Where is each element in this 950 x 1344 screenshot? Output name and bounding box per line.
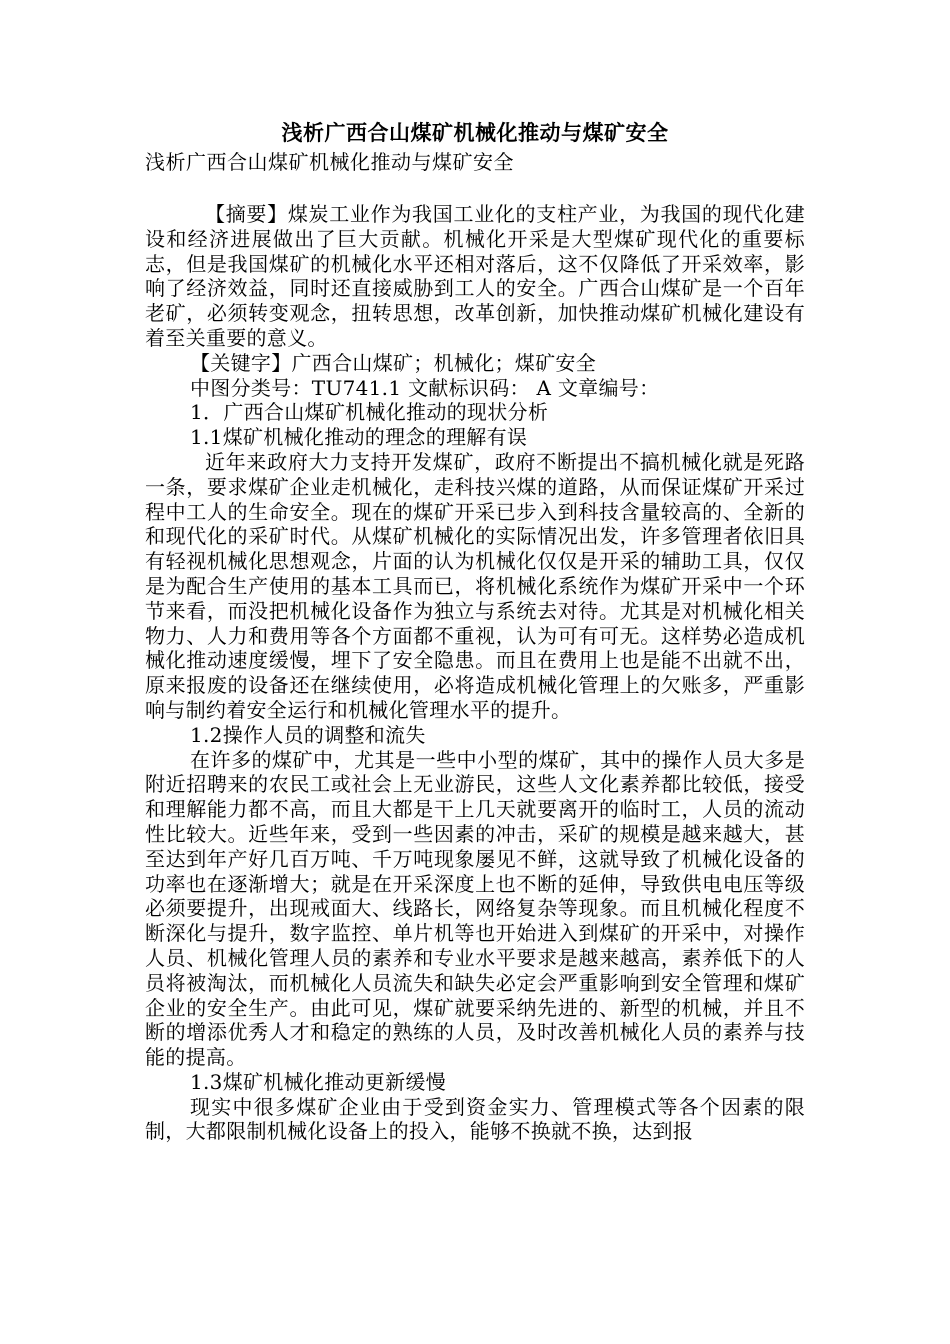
- section-1-2-body: 在许多的煤矿中，尤其是一些中小型的煤矿，其中的操作人员大多是附近招聘来的农民工或社会上无业游民，这些人文化素养都比较低，接受和理解能力都不高，而且大都是干上几天就要离开的临时工，人员的流动性比较大。近些年来，受到一些因素的冲击，采矿的规模是越来越大，甚至达到年产好几百万吨、千万吨现象屡见不鲜，这就导致了机械化设备的功率也在逐渐增大；就是在开采深度上也不断的延伸，导致供电电压等级必须要提升，出现戒面大、线路长，网络复杂等现象。而且机械化程度不断深化与提升，数字监控、单片机等也开始进入到煤矿的开采中，对操作人员、机械化管理人员的素养和专业水平要求是越来越高，素养低下的人员将被淘汰，而机械化人员流失和缺失必定会严重影响到安全管理和煤矿企业的安全生产。由此可见，煤矿就要采纳先进的、新型的机械，并且不断的增添优秀人才和稳定的熟练的人员，及时改善机械化人员的素养与技能的提高。: [145, 747, 805, 1070]
- keywords-line: 【关键字】广西合山煤矿；机械化；煤矿安全: [190, 350, 596, 375]
- classification-line: 中图分类号：TU741.1 文献标识码： A 文章编号：: [190, 375, 660, 400]
- document-page: [145, 118, 805, 1144]
- abstract-paragraph: 【摘要】煤炭工业作为我国工业化的支柱产业，为我国的现代化建设和经济进展做出了巨大贡献。机械化开采是大型煤矿现代化的重要标志，但是我国煤矿的机械化水平还相对落后，这不仅降低了开采效率，影响了经济效益，同时还直接威胁到工人的安全。广西合山煤矿是一个百年老矿，必须转变观念，扭转思想，改革创新，加快推动煤矿机械化建设有着至关重要的意义。: [145, 202, 805, 350]
- section-1-1-heading: 1.1煤矿机械化推动的理念的理解有误: [190, 425, 528, 450]
- section-1-heading: 1．广西合山煤矿机械化推动的现状分析: [190, 400, 549, 425]
- document-title: 浅析广西合山煤矿机械化推动与煤矿安全: [281, 120, 669, 145]
- section-1-1-body: 近年来政府大力支持开发煤矿，政府不断提出不搞机械化就是死路一条，要求煤矿企业走机械化，走科技兴煤的道路，从而保证煤矿开采过程中工人的生命安全。现在的煤矿开采已步入到科技含量较高的、全新的和现代化的采矿时代。从煤矿机械化的实际情况出发，许多管理者依旧具有轻视机械化思想观念，片面的认为机械化仅仅是开采的辅助工具，仅仅是为配合生产使用的基本工具而已，将机械化系统作为煤矿开采中一个环节来看，而没把机械化设备作为独立与系统去对待。尤其是对机械化相关物力、人力和费用等各个方面都不重视，认为可有可无。这样势必造成机械化推动速度缓慢，埋下了安全隐患。而且在费用上也是能不出就不出，原来报废的设备还在继续使用，必将造成机械化管理上的欠账多，严重影响与制约着安全运行和机械化管理水平的提升。: [145, 449, 805, 722]
- section-1-2-heading: 1.2操作人员的调整和流失: [190, 722, 426, 747]
- document-subtitle: 浅析广西合山煤矿机械化推动与煤矿安全: [145, 150, 514, 174]
- section-1-3-heading: 1.3煤矿机械化推动更新缓慢: [190, 1069, 447, 1094]
- section-1-3-body: 现实中很多煤矿企业由于受到资金实力、管理模式等各个因素的限制，大都限制机械化设备上的投入，能够不换就不换，达到报: [145, 1094, 805, 1144]
